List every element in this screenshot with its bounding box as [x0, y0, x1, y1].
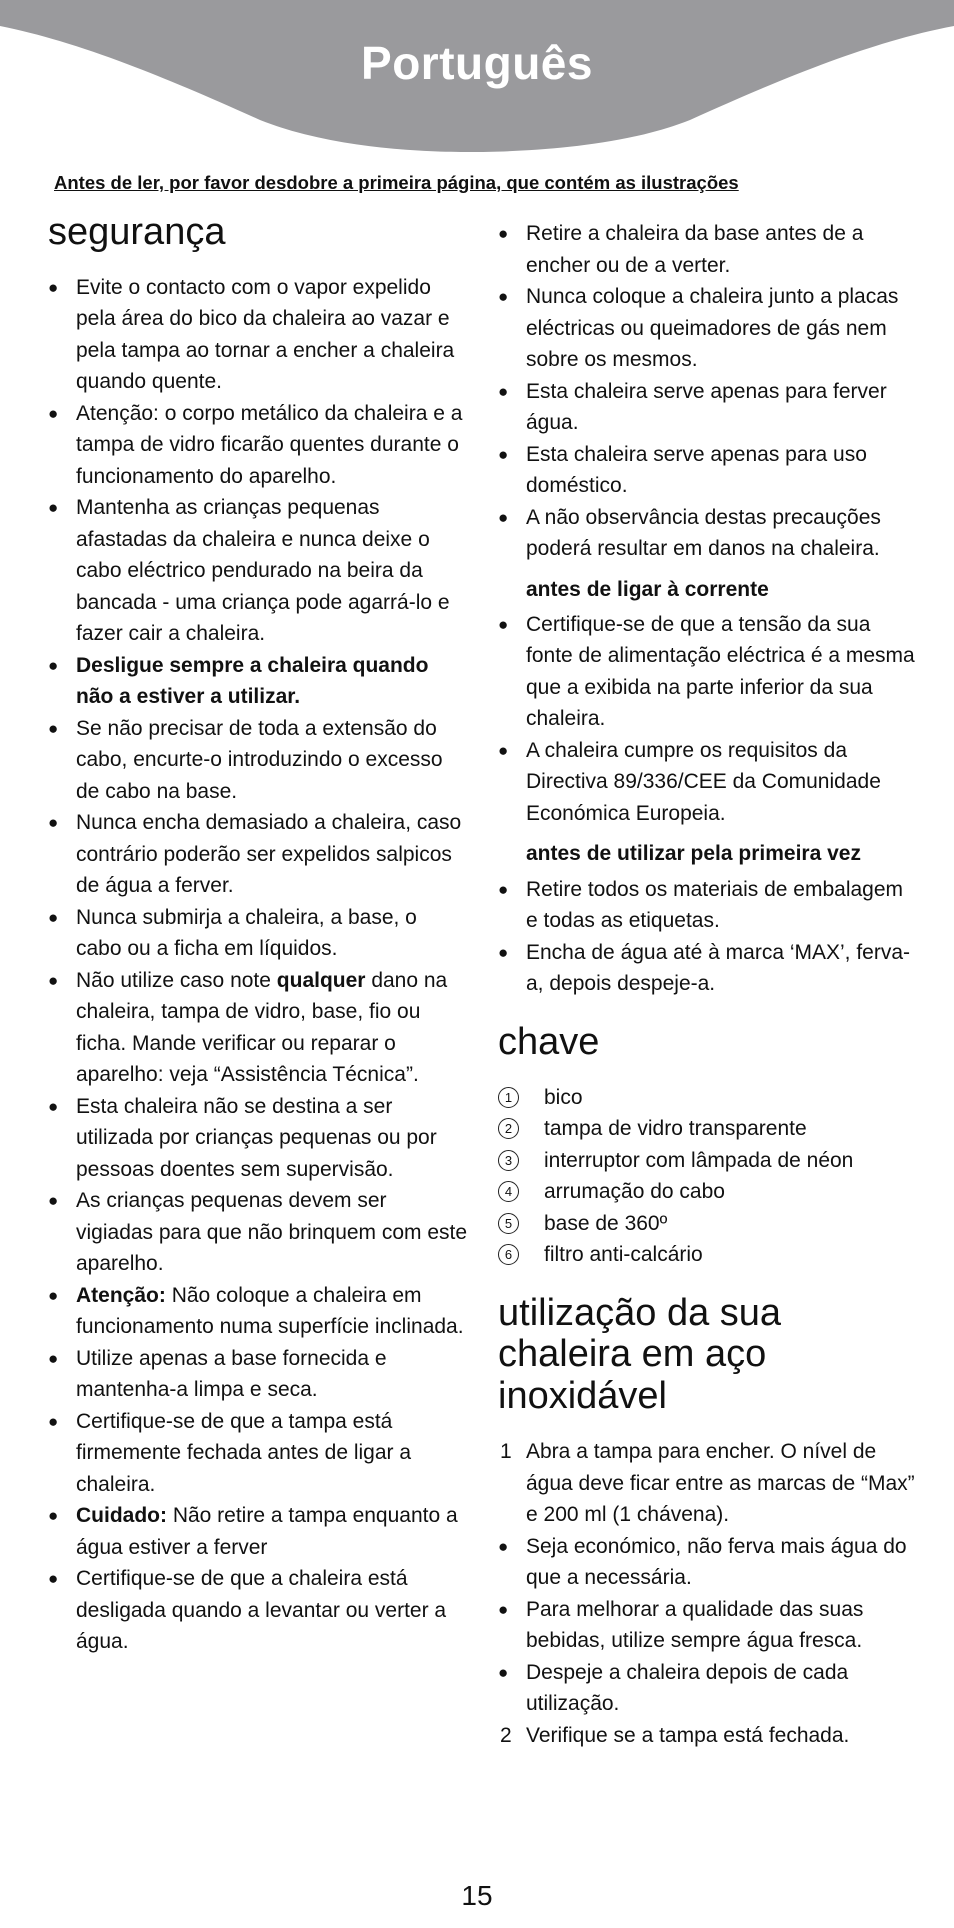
- safety-list-continued: [498, 218, 918, 565]
- numbered-step: [498, 1436, 918, 1531]
- list-item: ● Retire a chaleira da base antes de a encher ou de a verter.: [498, 218, 918, 281]
- step-number: 1: [500, 1440, 512, 1464]
- header-band: [0, 0, 954, 160]
- bold-text: Atenção:: [76, 1283, 166, 1307]
- key-label: tampa de vidro transparente: [544, 1117, 807, 1141]
- list-item: ● Para melhorar a qualidade das suas bebidas, utilize sempre água fresca.: [498, 1594, 918, 1657]
- list-item: ● As crianças pequenas devem ser vigiadas para que não brinquem com este aparelho.: [48, 1185, 468, 1280]
- list-item: [48, 650, 468, 713]
- key-label: arrumação do cabo: [544, 1180, 725, 1204]
- list-item: ● Nunca coloque a chaleira junto a placas eléctricas ou queimadores de gás nem sobre os mesmos.: [498, 281, 918, 376]
- list-item: ● Se não precisar de toda a extensão do cabo, encurte-o introduzindo o excesso de cabo na base.: [48, 713, 468, 808]
- list-item: ● Utilize apenas a base fornecida e mantenha-a limpa e seca.: [48, 1343, 468, 1406]
- fold-out-notice: Antes de ler, por favor desdobre a primeira página, que contém as ilustrações: [54, 172, 739, 193]
- first-use-heading: antes de utilizar pela primeira vez: [526, 842, 861, 866]
- list-item: ● Esta chaleira serve apenas para uso doméstico.: [498, 439, 918, 502]
- list-item: ● Certifique-se de que a tensão da sua fonte de alimentação eléctrica é a mesma que a exibida na parte inferior da sua chaleira.: [498, 609, 918, 735]
- key-item: [498, 1176, 918, 1208]
- safety-list: [48, 272, 468, 1658]
- list-item: ● Despeje a chaleira depois de cada utilização.: [498, 1657, 918, 1720]
- list-item: [48, 1500, 468, 1563]
- list-item: ● Seja económico, não ferva mais água do que a necessária.: [498, 1531, 918, 1594]
- number-circle-icon: 3: [498, 1150, 519, 1171]
- before-plugging-heading: antes de ligar à corrente: [526, 577, 769, 601]
- list-item: ● Evite o contacto com o vapor expelido pela área do bico da chaleira ao vazar e pela tampa ao tornar a encher a chaleira quando quente.: [48, 272, 468, 398]
- usage-heading: utilização da sua chaleira em aço inoxidável: [498, 1291, 782, 1418]
- number-circle-icon: 4: [498, 1181, 519, 1202]
- key-heading: chave: [498, 1020, 600, 1063]
- right-column: [498, 218, 918, 1751]
- list-item: ● A chaleira cumpre os requisitos da Directiva 89/336/CEE da Comunidade Económica Europeia.: [498, 735, 918, 830]
- list-item: ● Certifique-se de que a tampa está firmemente fechada antes de ligar a chaleira.: [48, 1406, 468, 1501]
- key-item: [498, 1145, 918, 1177]
- key-label: filtro anti-calcário: [544, 1243, 703, 1267]
- number-circle-icon: 6: [498, 1244, 519, 1265]
- number-circle-icon: 1: [498, 1087, 519, 1108]
- number-circle-icon: 5: [498, 1213, 519, 1234]
- key-label: bico: [544, 1085, 583, 1109]
- text: Não coloque a chaleira em funcionamento numa superfície inclinada.: [76, 1283, 464, 1339]
- usage-list: [498, 1436, 918, 1751]
- list-item: ● A não observância destas precauções poderá resultar em danos na chaleira.: [498, 502, 918, 565]
- list-item: ● Nunca submirja a chaleira, a base, o cabo ou a ficha em líquidos.: [48, 902, 468, 965]
- list-item: [48, 1280, 468, 1343]
- step-text: Abra a tampa para encher. O nível de água deve ficar entre as marcas de “Max” e 200 ml (1 chávena).: [526, 1440, 915, 1527]
- list-item: ● Atenção: o corpo metálico da chaleira e a tampa de vidro ficarão quentes durante o funcionamento do aparelho.: [48, 398, 468, 493]
- key-item: [498, 1239, 918, 1271]
- key-list: [498, 1082, 918, 1271]
- left-column: [48, 212, 468, 1658]
- bold-text: qualquer: [276, 968, 366, 992]
- number-circle-icon: 2: [498, 1118, 519, 1139]
- list-item: ● Retire todos os materiais de embalagem e todas as etiquetas.: [498, 874, 918, 937]
- list-item: ● Certifique-se de que a chaleira está desligada quando a levantar ou verter a água.: [48, 1563, 468, 1658]
- text: Não retire a tampa enquanto a água estiver a ferver: [76, 1504, 458, 1559]
- text: Não utilize caso note: [76, 968, 277, 992]
- key-item: [498, 1208, 918, 1240]
- key-label: interruptor com lâmpada de néon: [544, 1148, 854, 1172]
- key-label: base de 360º: [544, 1211, 668, 1235]
- list-item: ● Mantenha as crianças pequenas afastadas da chaleira e nunca deixe o cabo eléctrico pendurado na beira da bancada - uma criança pode agarrá-lo e fazer cair a chaleira.: [48, 492, 468, 650]
- bold-text: Desligue sempre a chaleira quando não a estiver a utilizar.: [76, 653, 429, 709]
- list-item: ● Nunca encha demasiado a chaleira, caso contrário poderão ser expelidos salpicos de água a ferver.: [48, 807, 468, 902]
- key-item: [498, 1082, 918, 1114]
- list-item: ● Esta chaleira não se destina a ser utilizada por crianças pequenas ou por pessoas doentes sem supervisão.: [48, 1091, 468, 1186]
- safety-heading: segurança: [48, 211, 226, 253]
- step-number: 2: [500, 1723, 512, 1747]
- text: dano na chaleira, tampa de vidro, base, fio ou ficha. Mande verificar ou reparar o aparelho: veja “Assistência Técnica”.: [76, 968, 448, 1087]
- list-item: [48, 965, 468, 1091]
- before-plugging-list: [498, 609, 918, 830]
- step-text: Verifique se a tampa está fechada.: [526, 1723, 850, 1747]
- first-use-list: [498, 874, 918, 1000]
- bold-text: Cuidado:: [76, 1504, 167, 1528]
- numbered-step: [498, 1720, 918, 1752]
- key-item: [498, 1113, 918, 1145]
- language-title: Português: [361, 37, 593, 89]
- list-item: ● Esta chaleira serve apenas para ferver água.: [498, 376, 918, 439]
- list-item: ● Encha de água até à marca ‘MAX’, ferva-a, depois despeje-a.: [498, 937, 918, 1000]
- page-number: 15: [461, 1880, 493, 1911]
